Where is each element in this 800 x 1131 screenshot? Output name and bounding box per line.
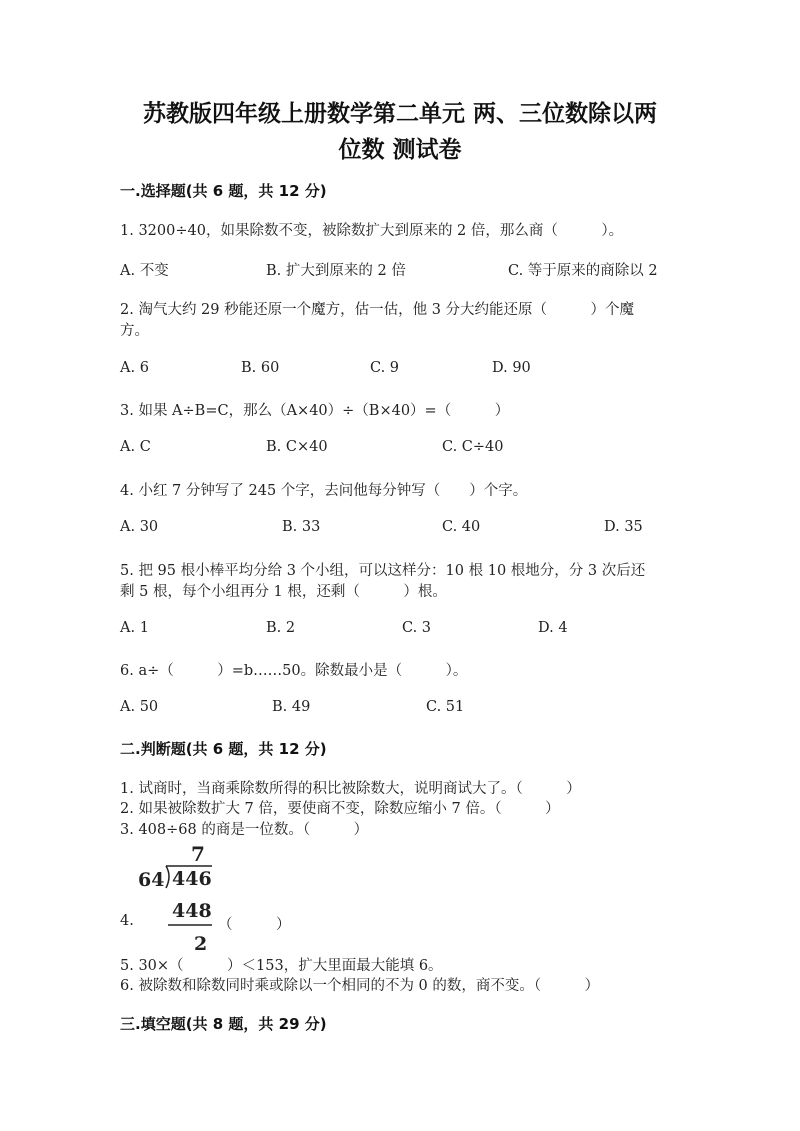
mc-question-6: 6. a÷（ ）=b……50。除数最小是（ ）。 <box>120 663 468 679</box>
mc-q2-option-b: B. 60 <box>241 360 280 376</box>
page-title-line1: 苏教版四年级上册数学第二单元 两、三位数除以两 <box>142 101 657 127</box>
mc-q1-option-c: C. 等于原来的商除以 2 <box>508 263 658 279</box>
tf-question-3: 3. 408÷68 的商是一位数。（ ） <box>120 822 369 838</box>
division-dividend: 446 <box>172 868 212 890</box>
mc-q6-option-c: C. 51 <box>426 699 465 715</box>
division-divisor: 64 <box>138 869 165 891</box>
mc-q3-option-b: B. C×40 <box>266 439 328 455</box>
mc-q4-option-a: A. 30 <box>120 519 159 535</box>
tf-question-2: 2. 如果被除数扩大 7 倍，要使商不变，除数应缩小 7 倍。（ ） <box>120 801 560 817</box>
mc-q5-option-d: D. 4 <box>538 620 568 636</box>
mc-q2-option-d: D. 90 <box>492 360 531 376</box>
division-remainder: 2 <box>194 933 208 955</box>
mc-q1-option-a: A. 不变 <box>120 263 169 279</box>
mc-question-5-line2: 剩 5 根，每个小组再分 1 根，还剩（ ）根。 <box>120 584 447 600</box>
mc-q5-option-a: A. 1 <box>120 620 149 636</box>
mc-q6-option-b: B. 49 <box>272 699 311 715</box>
mc-question-2-line1: 2. 淘气大约 29 秒能还原一个魔方，估一估，他 3 分大约能还原（ ）个魔 <box>120 302 635 318</box>
mc-question-5-line1: 5. 把 95 根小棒平均分给 3 个小组，可以这样分：10 根 10 根地分，分 3 次后还 <box>120 563 646 579</box>
mc-q2-option-c: C. 9 <box>370 360 400 376</box>
long-division-figure <box>136 843 216 958</box>
mc-question-3: 3. 如果 A÷B=C，那么（A×40）÷（B×40）=（ ） <box>120 403 510 419</box>
mc-q4-option-b: B. 33 <box>282 519 321 535</box>
tf-question-4-number: 4. <box>120 913 134 929</box>
division-quotient: 7 <box>191 843 205 866</box>
tf-question-4-paren: （ ） <box>218 917 291 933</box>
mc-q5-option-b: B. 2 <box>266 620 296 636</box>
mc-question-4: 4. 小红 7 分钟写了 245 个字，去问他每分钟写（ ）个字。 <box>120 483 528 499</box>
division-product: 448 <box>172 900 212 922</box>
mc-question-1: 1. 3200÷40，如果除数不变，被除数扩大到原来的 2 倍，那么商（ ）。 <box>120 223 624 239</box>
mc-q2-option-a: A. 6 <box>120 360 149 376</box>
tf-question-1: 1. 试商时，当商乘除数所得的积比被除数大，说明商试大了。（ ） <box>120 781 581 797</box>
section-multiple-choice: 一.选择题(共 6 题，共 12 分) <box>120 182 327 200</box>
mc-q3-option-c: C. C÷40 <box>442 439 504 455</box>
section-true-false: 二.判断题(共 6 题，共 12 分) <box>120 740 327 758</box>
mc-question-2-line2: 方。 <box>120 323 149 339</box>
tf-question-5: 5. 30×（ ）＜153，扩大里面最大能填 6。 <box>120 958 443 974</box>
mc-q6-option-a: A. 50 <box>120 699 159 715</box>
mc-q4-option-d: D. 35 <box>604 519 643 535</box>
mc-q5-option-c: C. 3 <box>402 620 432 636</box>
page-title-line2: 位数 测试卷 <box>338 137 462 163</box>
division-bracket <box>166 866 169 888</box>
mc-q4-option-c: C. 40 <box>442 519 481 535</box>
mc-q1-option-b: B. 扩大到原来的 2 倍 <box>266 263 406 279</box>
tf-question-6: 6. 被除数和除数同时乘或除以一个相同的不为 0 的数，商不变。（ ） <box>120 978 600 994</box>
mc-q3-option-a: A. C <box>120 439 151 455</box>
section-fill-blank: 三.填空题(共 8 题，共 29 分) <box>120 1015 327 1033</box>
